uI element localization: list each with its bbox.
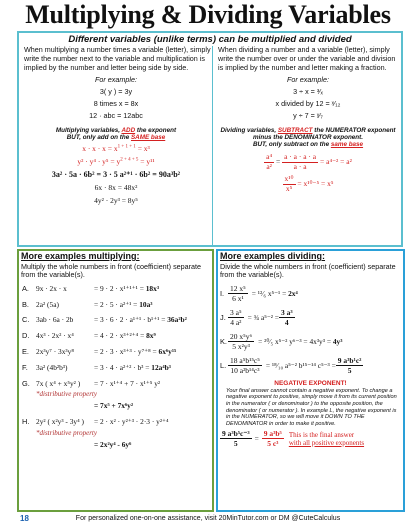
dividing-examples-panel: [216, 249, 405, 512]
example-row: F. 3a² (4b²b³) = 3 · 4 · a²⁺² · b³ = 12a⁴b³: [22, 362, 171, 372]
footer-text: For personalized one-on-one assistance, visit 20MinTutor.com or DM @CuteCalculus: [75, 515, 341, 522]
example-line: 8 times x = 8x: [93, 98, 139, 108]
divide-example-1: $\frac{\text{a⁴}}{\text{a²}}$ = $\frac{a \cdot a \cdot a \cdot a}{a \cdot a}$ = a⁴⁻² = a²: [266, 151, 352, 171]
example-row-continued: = 2x²y⁴ - 6y⁶: [94, 439, 132, 449]
multiply-example-2: $y^2 \cdot y^4 \cdot y^5 = y^{2 + 4 + 5} = y^{11}$: [77, 157, 155, 167]
multiply-example-1: $x \cdot x \cdot x = x^{1 + 1 + 1} = x^3$: [82, 144, 150, 154]
multiply-example-3: 3a² · 5a · 6b² = 3 · 5 a²⁺¹ · 6b² = 90a³b²: [51, 169, 181, 179]
multiply-intro-text: When multiplying a number times a variable (letter), simply write the number next to the variable and multiplication is implied by the number and letter being side by side.: [24, 45, 211, 72]
multiplying-examples-panel: [17, 249, 214, 512]
divide-intro-text: When dividing a number and a variable (letter), simply write the number over or under the variable and division is implied by the number and letter making a fraction.: [218, 45, 396, 72]
multiplying-description: Multiply the whole numbers in front (coefficient) separate from the variable(s).: [21, 262, 202, 280]
example-row: B. 2a² (5a) = 2 · 5 · a²⁺¹ = 10a³: [22, 299, 153, 309]
example-label: For example:: [287, 75, 329, 85]
distributive-note: *distributive property: [36, 390, 97, 399]
page-title: Multiplying & Dividing Variables: [25, 0, 391, 29]
dividing-description: Divide the whole numbers in front (coefficient) separate from the variable(s).: [220, 262, 396, 280]
negative-exponent-title: NEGATIVE EXPONENT!: [274, 379, 347, 387]
distributive-note: *distributive property: [36, 428, 97, 437]
example-row: K. $\frac{\text{20 x⁵y⁶}}{\text{5 x²y³}}$ = ²⁰⁄₅ x⁵⁻² y⁶⁻³ = 4x³y³ = 4y³: [220, 331, 343, 351]
multiply-example-4: 6x · 8x = 48x²: [94, 182, 138, 192]
example-row: I. $\frac{\text{12 x⁵}}{\text{6 x¹}}$ = ¹²⁄₆ x⁵⁻¹ = 2x⁴: [220, 283, 298, 303]
panel-subtitle: Different variables (unlike terms) can be multiplied and divided: [68, 34, 352, 45]
example-label: For example:: [95, 75, 137, 85]
example-row: D. 4x³ · 2x² · x⁴ = 4 · 2 · x³⁺²⁺⁴ = 8x⁹: [22, 331, 156, 341]
multiplying-heading: More examples multiplying:: [21, 251, 140, 261]
dividing-intro-column: [215, 46, 401, 245]
page-number: 18: [20, 514, 29, 523]
example-row: G. 7x ( x⁴ + x⁵y² ) = 7 · x¹⁺⁴ + 7 · x¹⁺⁵ y²: [22, 378, 161, 388]
final-answer-row: $\frac{\text{9 a³b⁵c⁻³}}{5}$ = $\frac{\text{9 a³b⁵}}{\text{5 c³}}$ This is the final answer with all positive exponents: [222, 429, 365, 449]
divide-rule: Dividing variables, SUBTRACT the NUMERATOR exponent minus the DENOMINATOR exponent. BUT, only subtract on the same base: [220, 126, 396, 149]
negative-exponent-text: Your final answer cannot contain a negative exponent. To change a negative exponent to positive, simply move it from its current position in the numerator ( or denominator ) to the opposite position, the denominator ( or numerator ). In example L, the negative exponent is in the NUMERATOR, so we will move it DOWN TO THE DENOMINATOR in order to make it positive.: [226, 387, 397, 427]
example-line: 3( y ) = 3y: [99, 87, 133, 97]
multiply-rule: Multiplying variables, ADD the exponent BUT, only add on the SAME base: [55, 126, 177, 141]
example-line: x divided by 12 = ˣ⁄₁₂: [275, 98, 341, 108]
multiplying-intro-column: [21, 46, 211, 245]
dividing-heading: More examples dividing:: [220, 251, 326, 261]
example-row-continued: = 7x⁵ + 7x⁶y²: [94, 401, 134, 411]
top-panel: [17, 31, 403, 247]
example-row: C. 3ab · 6a · 2b = 3 · 6 · 2 · a¹⁺¹ · b¹⁺¹ = 36a²b²: [22, 315, 187, 325]
multiply-example-5: 4y² · 2y³ = 8y⁵: [94, 195, 138, 205]
example-line: y ÷ 7 = ʸ⁄₇: [293, 110, 323, 120]
example-line: 3 ÷ x = ³⁄ₓ: [293, 87, 323, 97]
final-answer-note: This is the final answer with all positive exponents: [288, 430, 365, 447]
example-row: A. 9x · 2x · x = 9 · 2 · x¹⁺¹⁺¹ = 18x³: [22, 283, 160, 293]
column-divider: [212, 46, 213, 245]
example-row: L. $\frac{\text{18 a⁵b¹⁵c⁵}}{\text{10 a²b¹⁴c³}}$ = ¹⁸⁄₁₀ a⁵⁻² b¹⁵⁻¹⁴ c⁵⁻³ = $\frac{\text{9 a³b¹c²}}{5}$: [220, 355, 362, 375]
example-line: 12 · abc = 12abc: [89, 110, 143, 120]
divide-example-2: $\frac{\text{x¹⁰}}{\text{x⁵}}$ = x¹⁰⁻⁵ = x⁵: [284, 174, 334, 194]
example-row: H. 2y² ( x²y³ - 3y⁴ ) = 2 · x² · y²⁺³ · 2·3 · y²⁺⁴: [22, 417, 169, 427]
example-row: E. 2x³y⁷ · 3x³y⁸ = 2 · 3 · x³⁺³ · y⁷⁺⁸ = 6x⁶y¹⁵: [22, 347, 177, 356]
example-row: J. $\frac{\text{3 a⁵}}{\text{4 a²}}$ = ¾ a⁵⁻² = $\frac{\text{3 a³}}{4}$: [220, 307, 293, 327]
